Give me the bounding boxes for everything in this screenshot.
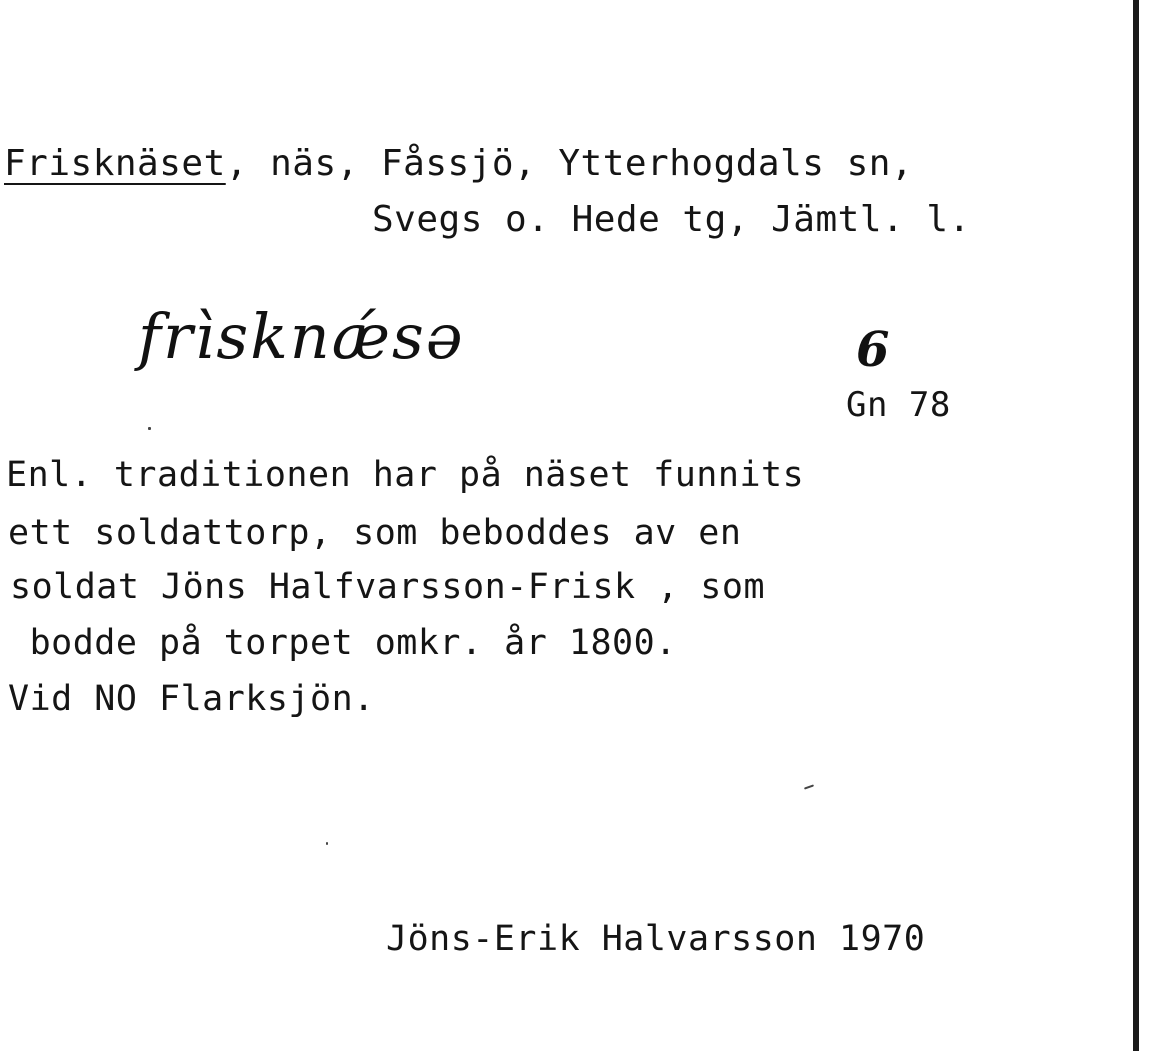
body-line-5: Vid NO Flarksjön. [8,679,375,719]
scan-speck [148,427,151,430]
header-line-1-rest: , näs, Fåssjö, Ytterhogdals sn, [225,143,914,184]
body-line-3: soldat Jöns Halfvarsson-Frisk , som [10,567,766,607]
scan-speck [326,842,328,845]
pronunciation-handwritten: frìsknǽsə [138,300,465,373]
body-line-1: Enl. traditionen har på näset funnits [6,455,805,495]
place-name: Frisknäset [4,143,226,184]
card-right-edge [1133,0,1139,1051]
scan-speck [804,784,814,789]
body-line-4: bodde på torpet omkr. år 1800. [8,623,677,663]
signature-line: Jöns-Erik Halvarsson 1970 [386,919,926,959]
header-line-2: Svegs o. Hede tg, Jämtl. l. [372,199,971,240]
header-line-1 [4,143,914,184]
handwritten-mark: 6 [856,322,890,378]
body-line-2: ett soldattorp, som beboddes av en [8,513,742,553]
reference-code: Gn 78 [846,385,951,425]
